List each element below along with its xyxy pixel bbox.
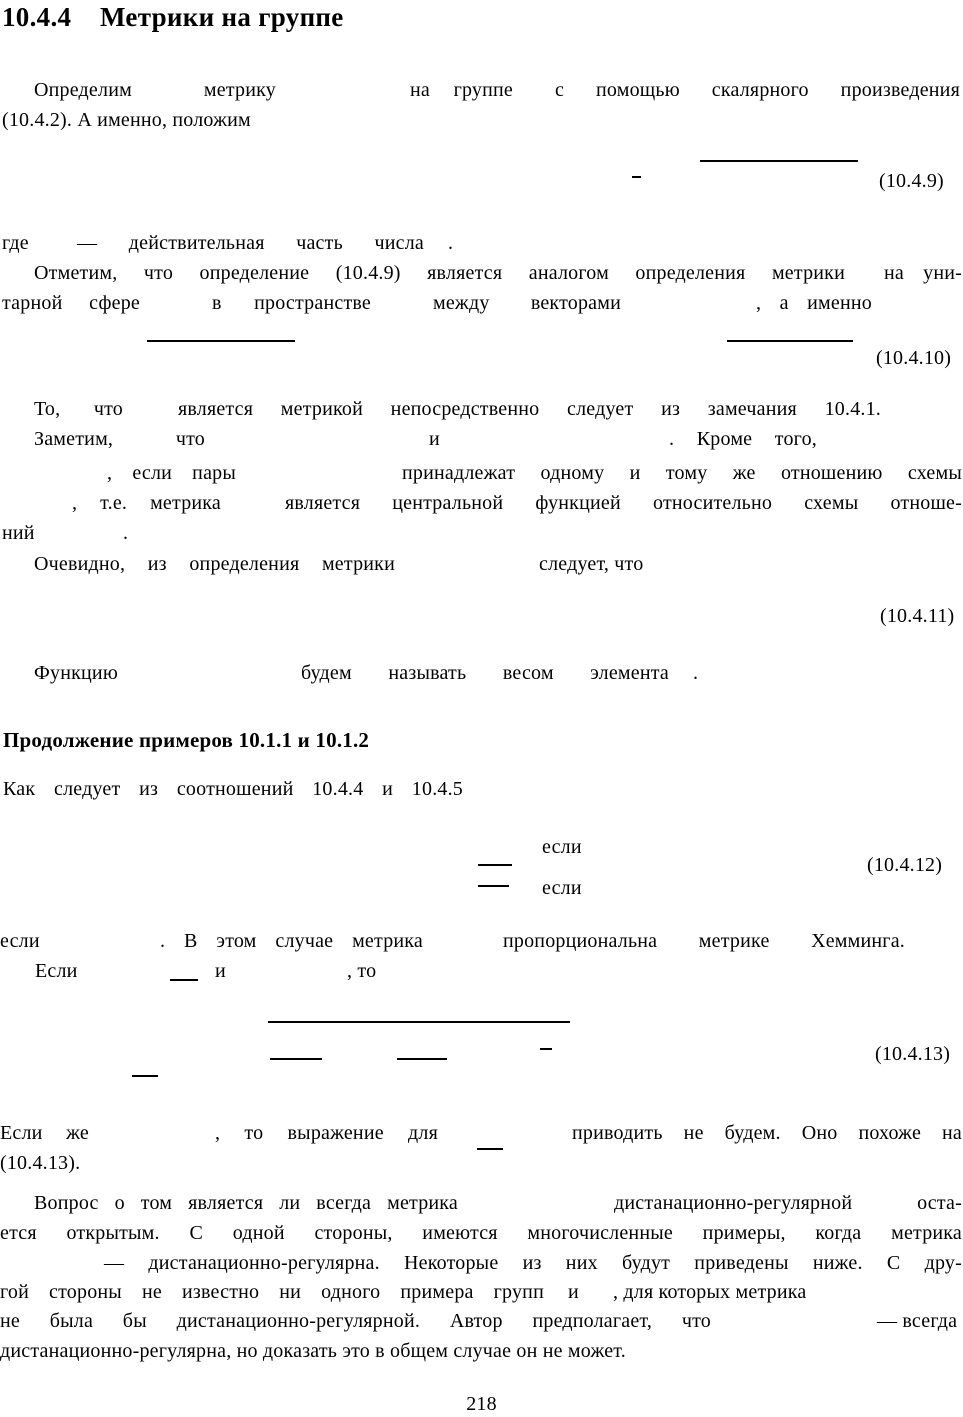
- text-segment: и: [429, 428, 440, 450]
- paragraph-line: [0, 960, 963, 984]
- subsection-heading-title: Продолжение примеров 10.1.1 и 10.1.2: [3, 728, 370, 752]
- text-segment: Если: [35, 960, 78, 982]
- text-segment: Вопрос о том является ли всегда метрика: [34, 1192, 458, 1214]
- text-segment: , если пары: [107, 462, 236, 484]
- equation-12-label: (10.4.12): [867, 854, 943, 876]
- equation-12-condition: если: [542, 877, 582, 899]
- paragraph-line: [0, 1222, 963, 1246]
- paragraph-line: [0, 1340, 963, 1364]
- text-segment: — дистанационно-регулярна. Некоторые из них будут приведены ниже. С дру-: [104, 1252, 962, 1274]
- text-segment: .: [693, 662, 699, 684]
- text-segment: , для которых метрика: [613, 1281, 807, 1303]
- text-segment: будем называть весом элемента: [301, 662, 669, 684]
- text-segment: является метрикой непосредственно следует из замечания 10.4.1.: [178, 398, 881, 420]
- text-segment: на группе: [410, 79, 513, 101]
- text-segment: принадлежат одному и тому же отношению схемы: [402, 462, 962, 484]
- formula-overline: [147, 340, 295, 342]
- page-footer: [0, 1393, 963, 1417]
- paragraph-line: [0, 1192, 963, 1216]
- text-segment: гой стороны не известно ни одного примера групп: [0, 1281, 544, 1303]
- equation-12-condition: если: [542, 836, 582, 858]
- text-segment: , то: [347, 960, 377, 982]
- formula-minus-sign: [632, 176, 641, 178]
- text-segment: Очевидно, из определения метрики: [34, 553, 395, 575]
- paragraph-line: [0, 292, 963, 316]
- paragraph-line: [0, 1152, 963, 1176]
- text-segment: с помощью скалярного произведения: [555, 79, 960, 101]
- text-segment: , то выражение для: [215, 1122, 438, 1144]
- paragraph-line: [0, 930, 963, 954]
- formula-fraction-bar: [397, 1058, 447, 1060]
- paragraph-line: [0, 79, 963, 103]
- paragraph-line: [0, 232, 963, 256]
- text-segment: между векторами: [433, 292, 621, 314]
- subsection-heading: [0, 728, 963, 756]
- text-segment: Отметим, что определение (10.4.9) является аналогом определения метрики: [34, 262, 845, 284]
- text-segment: — действительная часть числа: [77, 232, 424, 254]
- formula-fraction-bar: [132, 1075, 158, 1077]
- paragraph-line: [0, 462, 963, 486]
- text-segment: и: [215, 960, 226, 982]
- formula-overline: [727, 340, 853, 342]
- text-segment: . Кроме того,: [669, 428, 817, 450]
- text-segment: Определим метрику: [34, 79, 276, 101]
- text-segment: дистанационно-регулярна, но доказать это в общем случае он не может.: [0, 1340, 626, 1362]
- text-segment: дистанационно-регулярной оста-: [614, 1192, 962, 1214]
- paragraph-line: [0, 778, 963, 802]
- text-segment: .: [123, 522, 129, 544]
- text-segment: Как следует из соотношений 10.4.4 и 10.4.5: [3, 778, 463, 800]
- text-segment: , а именно: [756, 292, 872, 314]
- text-segment: тарной сфере: [2, 292, 140, 314]
- formula-fraction-bar: [478, 864, 512, 866]
- paragraph-line: [0, 1252, 963, 1276]
- equation-11-label: (10.4.11): [880, 605, 955, 627]
- formula-overline: [268, 1021, 570, 1023]
- section-heading-title: Метрики на группе: [100, 2, 344, 32]
- text-segment: пропорциональна метрике Хемминга.: [503, 930, 905, 952]
- paragraph-line: [0, 553, 963, 577]
- paragraph-line: [0, 522, 963, 546]
- paragraph-line: [0, 262, 963, 286]
- text-segment: на уни-: [884, 262, 962, 284]
- text-segment: в пространстве: [212, 292, 371, 314]
- text-segment: приводить не будем. Оно похоже на: [572, 1122, 962, 1144]
- formula-minus-sign: [540, 1048, 552, 1050]
- text-segment: если: [0, 930, 40, 952]
- paragraph-line: [0, 662, 963, 686]
- text-segment: где: [2, 232, 29, 254]
- text-segment: следует, что: [539, 553, 644, 575]
- section-heading: [0, 2, 963, 36]
- formula-overline: [700, 160, 858, 162]
- formula-fraction-bar: [478, 885, 509, 887]
- formula-fraction-bar: [270, 1058, 322, 1060]
- text-segment: (10.4.13).: [0, 1152, 81, 1174]
- equation-13-label: (10.4.13): [875, 1043, 951, 1065]
- paragraph-line: [0, 1310, 963, 1334]
- text-segment: То, что: [34, 398, 123, 420]
- text-segment: ется открытым. С одной стороны, имеются многочисленные примеры, когда метрика: [0, 1222, 962, 1244]
- text-segment: ний: [2, 522, 35, 544]
- text-segment: .: [448, 232, 454, 254]
- paragraph-line: [0, 428, 963, 452]
- formula-blank-bar: [170, 979, 198, 981]
- text-segment: . В этом случае метрика: [160, 930, 423, 952]
- text-segment: не была бы дистанационно-регулярной. Автор предполагает, что: [0, 1310, 711, 1332]
- text-segment: и: [568, 1281, 579, 1303]
- text-segment: (10.4.2). А именно, положим: [2, 109, 251, 131]
- page-number: 218: [466, 1393, 497, 1415]
- text-segment: является центральной функцией относительно схемы отноше-: [285, 492, 962, 514]
- text-segment: Если же: [0, 1122, 89, 1144]
- text-segment: Функцию: [34, 662, 118, 684]
- formula-blank-bar: [477, 1148, 503, 1150]
- paragraph-line: [0, 492, 963, 516]
- paragraph-line: [0, 398, 963, 422]
- paragraph-line: [0, 1281, 963, 1305]
- paragraph-line: [0, 109, 963, 133]
- equation-10-label: (10.4.10): [876, 347, 952, 369]
- equation-9-label: (10.4.9): [879, 170, 944, 192]
- text-segment: Заметим, что: [34, 428, 205, 450]
- paragraph-line: [0, 1122, 963, 1146]
- text-segment: — всегда: [877, 1310, 958, 1332]
- text-segment: , т.е. метрика: [72, 492, 221, 514]
- section-heading-number: 10.4.4: [2, 2, 72, 32]
